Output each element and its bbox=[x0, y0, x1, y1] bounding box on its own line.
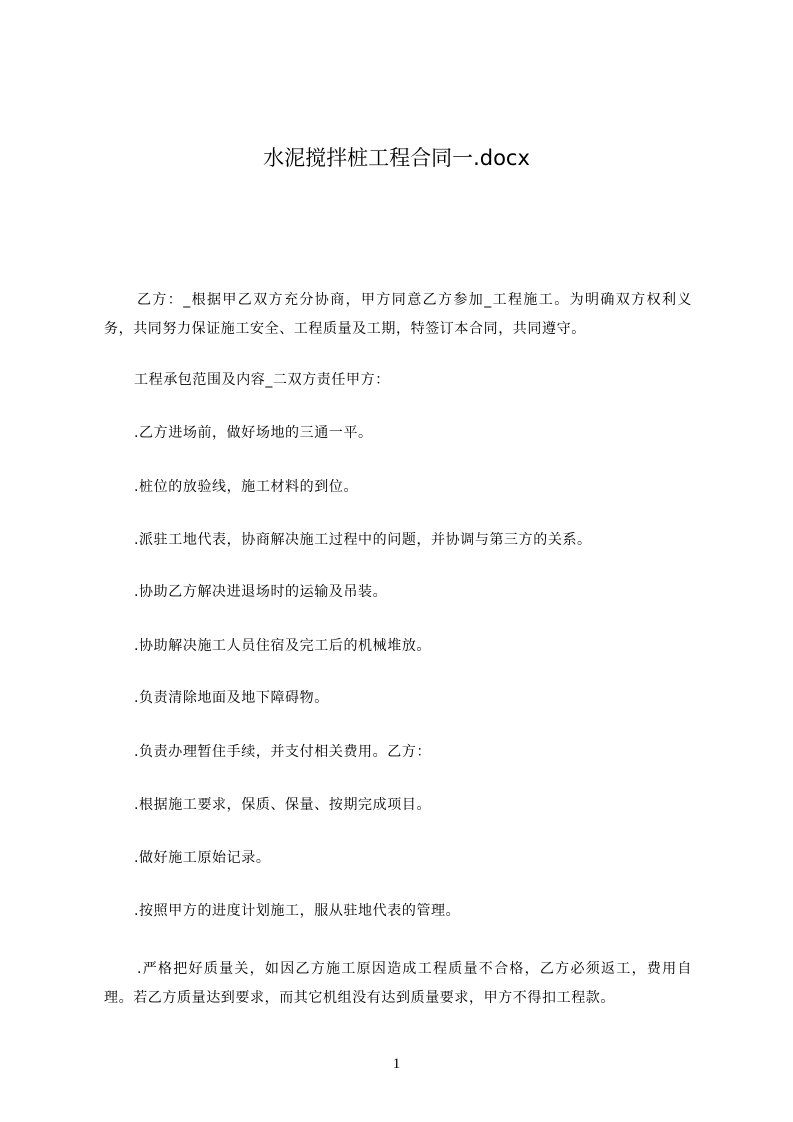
list-item: .协助乙方解决进退场时的运输及吊装。 bbox=[134, 584, 388, 600]
paragraph-intro: 乙方：_根据甲乙双方充分协商，甲方同意乙方参加_工程施工。为明确双方权利义务，共同努力保证施工安全、工程质量及工期，特签订本合同，共同遵守。 bbox=[104, 292, 692, 337]
list-item: .协助解决施工人员住宿及完工后的机械堆放。 bbox=[134, 638, 432, 654]
list-item: .负责清除地面及地下障碍物。 bbox=[134, 690, 329, 706]
list-item: .按照甲方的进度计划施工，服从驻地代表的管理。 bbox=[134, 903, 461, 919]
list-item: .负责办理暂住手续，并支付相关费用。乙方： bbox=[134, 744, 432, 760]
list-item: .做好施工原始记录。 bbox=[134, 850, 271, 866]
list-item: .派驻工地代表，协商解决施工过程中的问题，并协调与第三方的关系。 bbox=[134, 532, 592, 548]
document-title: 水泥搅拌桩工程合同一.docx bbox=[263, 146, 530, 170]
list-item: .根据施工要求，保质、保量、按期完成项目。 bbox=[134, 797, 432, 813]
paragraph-scope: 工程承包范围及内容_二双方责任甲方： bbox=[134, 372, 390, 388]
page-number: 1 bbox=[392, 1056, 401, 1072]
list-item: .严格把好质量关，如因乙方施工原因造成工程质量不合格，乙方必须返工，费用自理。若乙方质量达到要求，而其它机组没有达到质量要求，甲方不得扣工程款。 bbox=[104, 961, 692, 1006]
list-item: .桩位的放验线，施工材料的到位。 bbox=[134, 479, 359, 495]
list-item: .乙方进场前，做好场地的三通一平。 bbox=[134, 425, 373, 441]
